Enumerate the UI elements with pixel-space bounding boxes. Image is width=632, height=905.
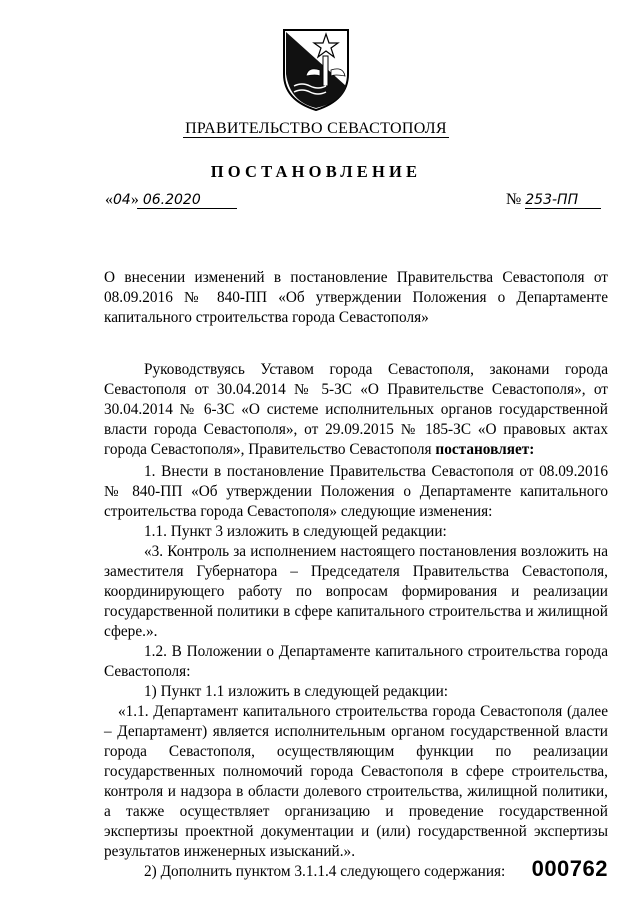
document-type-title: ПОСТАНОВЛЕНИЕ: [210, 162, 422, 181]
item-1-2-1: 1) Пункт 1.1 изложить в следующей редакции:: [144, 683, 449, 700]
item-1-1-text: «3. Контроль за исполнением настоящего постановления возложить на заместителя Губернатора – Председателя Правительства Севастополя, координирующего работу по вопросам формирования и реализации государственной политики в сфере капитального строительства и жилищной сфере.».: [104, 543, 608, 640]
decree-date: [105, 191, 237, 209]
sevastopol-coat-of-arms-icon: [280, 26, 352, 112]
item-1-2-2: 2) Дополнить пунктом 3.1.1.4 следующего содержания:: [144, 863, 506, 880]
date-open-quote: «: [105, 191, 113, 208]
date-month-year: 06.2020: [142, 192, 201, 208]
decree-colon: :: [529, 441, 535, 458]
item-1-1: 1.1. Пункт 3 изложить в следующей редакции:: [144, 523, 447, 540]
item-1: 1. Внести в постановление Правительства Севастополя от 08.09.2016 № 840-ПП «Об утверждении Положения о Департаменте капитального строительства города Севастополя» следующие изменения:: [104, 463, 608, 520]
number-sign: №: [506, 191, 522, 208]
preamble-text: Руководствуясь Уставом города Севастополя, законами города Севастополя от 30.04.2014 № 5-ЗС «О Правительстве Севастополя», от 30.04.2014 № 6-ЗС «О системе исполнительных органов государственной власти города Севастополя», от 29.09.2015 № 185-ЗС «О правовых актах города Севастополя», Правительство Севастополя: [104, 361, 608, 458]
amendments: [104, 462, 608, 882]
preamble: [104, 360, 608, 460]
preamble-paragraph: [104, 360, 608, 460]
item-1-2-1-text: «1.1. Департамент капитального строительства города Севастополя (далее – Департамент) является исполнительным органом государственной власти города Севастополя, осуществляющим функции по реализации государственных полномочий города Севастополя в сфере строительства, контроля и надзора в области долевого строительства, жилищной политики, а также осуществляет организацию и проведение государственной экспертизы проектной документации и (или) государственной экспертизы результатов инженерных изысканий.».: [104, 703, 608, 860]
serial-number: 000762: [531, 856, 608, 881]
date-underline: [137, 194, 237, 209]
number-value: 253-ПП: [525, 192, 601, 209]
government-name-text: ПРАВИТЕЛЬСТВО СЕВАСТОПОЛЯ: [185, 120, 447, 137]
date-day: 04: [113, 192, 131, 208]
decree-subject: О внесении изменений в постановление Правительства Севастополя от 08.09.2016 № 840-ПП «Об утверждении Положения о Департаменте капитального строительства города Севастополя»: [104, 269, 608, 326]
date-close-quote: »: [130, 191, 139, 208]
decree-number: [506, 191, 601, 209]
government-name: [0, 120, 632, 138]
item-1-2: 1.2. В Положении о Департаменте капитального строительства города Севастополя:: [104, 643, 608, 680]
decree-word: постановляет: [435, 441, 530, 458]
